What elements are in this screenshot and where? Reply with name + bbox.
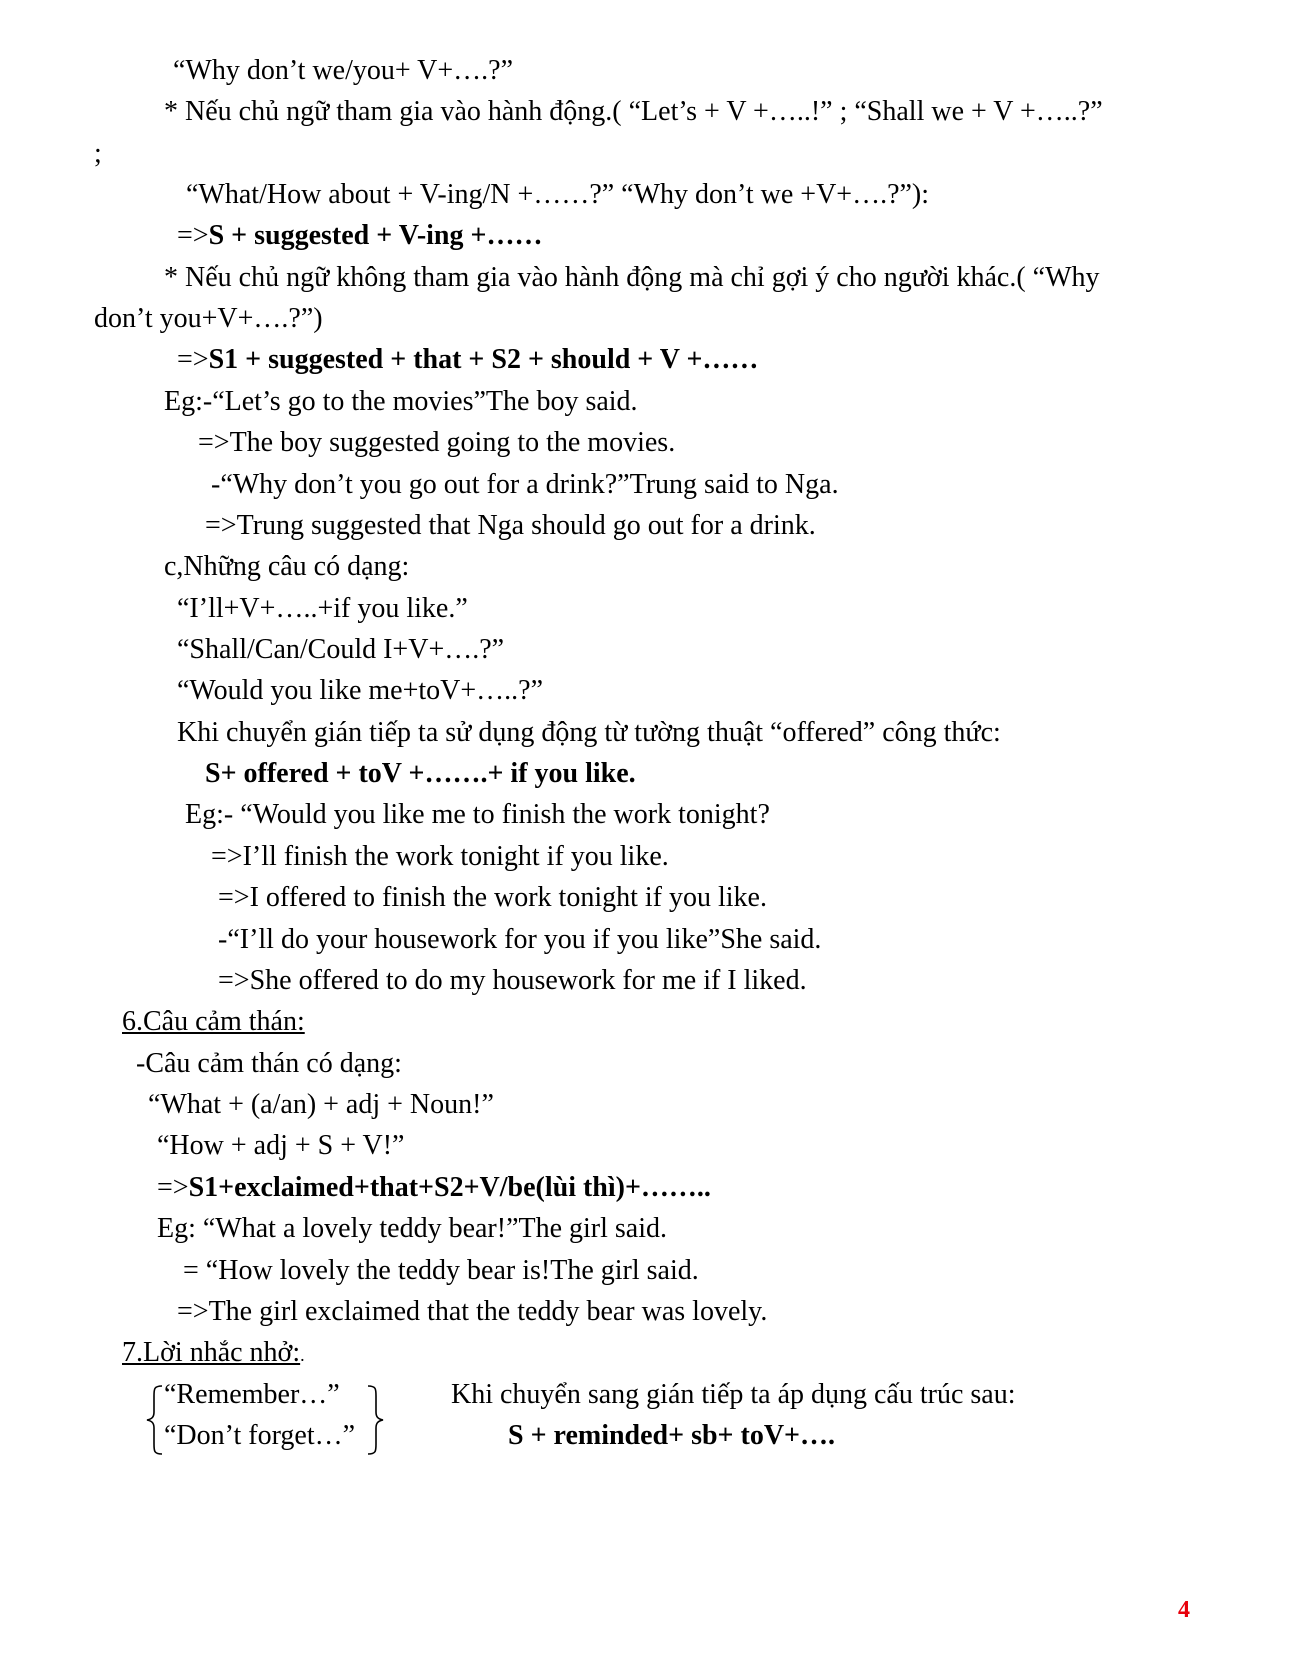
formula-offered: S+ offered + toV +…….+ if you like. [205, 758, 636, 789]
trailing-dot: . [300, 1345, 305, 1365]
formula-reminded: S + reminded+ sb+ toV+…. [508, 1420, 836, 1451]
section-heading-text: 7.Lời nhắc nhở: [122, 1337, 301, 1368]
example-line: -“Why don’t you go out for a drink?”Trung said to Nga. [211, 469, 839, 500]
arrow-prefix: => [177, 220, 209, 251]
formula-exclaimed: S1+exclaimed+that+S2+V/be(lùi thì)+…….. [188, 1172, 711, 1203]
reminder-phrase: “Remember…” [164, 1379, 340, 1410]
formula-line [177, 343, 758, 377]
arrow-prefix: => [177, 344, 209, 375]
example-line: = “How lovely the teddy bear is!The girl said. [183, 1255, 699, 1286]
text-line: “What + (a/an) + adj + Noun!” [148, 1089, 494, 1120]
text-line: ; [94, 138, 102, 169]
text-line: “Would you like me+toV+…..?” [177, 675, 544, 706]
example-line: Eg: “What a lovely teddy bear!”The girl said. [157, 1213, 668, 1244]
formula-suggested-ving: S + suggested + V-ing +…… [208, 220, 543, 251]
example-line: Eg:-“Let’s go to the movies”The boy said. [164, 386, 638, 417]
arrow-prefix: => [157, 1172, 189, 1203]
right-brace-icon [362, 1384, 386, 1456]
text-line: Khi chuyển sang gián tiếp ta áp dụng cấu trúc sau: [451, 1379, 1016, 1410]
text-line: “Shall/Can/Could I+V+….?” [177, 634, 505, 665]
text-line: don’t you+V+….?”) [94, 303, 323, 334]
section-heading-exclamation: 6.Câu cảm thán: [122, 1006, 305, 1037]
example-line: =>I offered to finish the work tonight if you like. [218, 882, 767, 913]
page-number: 4 [1178, 1597, 1190, 1623]
reminder-phrase: “Don’t forget…” [164, 1420, 356, 1451]
text-line: “How + adj + S + V!” [157, 1130, 405, 1161]
text-line: * Nếu chủ ngữ không tham gia vào hành động mà chỉ gợi ý cho người khác.( “Why [164, 262, 1100, 293]
text-line: “What/How about + V-ing/N +……?” “Why don’t we +V+….?”): [186, 179, 930, 210]
formula-line [177, 219, 542, 253]
section-subheading: c,Những câu có dạng: [164, 551, 410, 582]
text-line: -Câu cảm thán có dạng: [136, 1048, 402, 1079]
example-line: =>The girl exclaimed that the teddy bear was lovely. [177, 1296, 768, 1327]
example-line: -“I’ll do your housework for you if you like”She said. [218, 924, 822, 955]
text-line: * Nếu chủ ngữ tham gia vào hành động.( “Let’s + V +…..!” ; “Shall we + V +…..?” [164, 96, 1103, 127]
formula-suggested-that: S1 + suggested + that + S2 + should + V +…… [208, 344, 759, 375]
section-heading-reminder [122, 1336, 305, 1372]
example-line: Eg:- “Would you like me to finish the work tonight? [185, 799, 770, 830]
formula-line [157, 1171, 711, 1205]
example-line: =>She offered to do my housework for me if I liked. [218, 965, 807, 996]
example-line: =>I’ll finish the work tonight if you like. [211, 841, 669, 872]
example-line: =>Trung suggested that Nga should go out for a drink. [205, 510, 816, 541]
text-line: “Why don’t we/you+ V+….?” [173, 55, 514, 86]
example-line: =>The boy suggested going to the movies. [198, 427, 676, 458]
text-line: Khi chuyển gián tiếp ta sử dụng động từ tường thuật “offered” công thức: [177, 717, 1001, 748]
text-line: “I’ll+V+…..+if you like.” [177, 593, 468, 624]
